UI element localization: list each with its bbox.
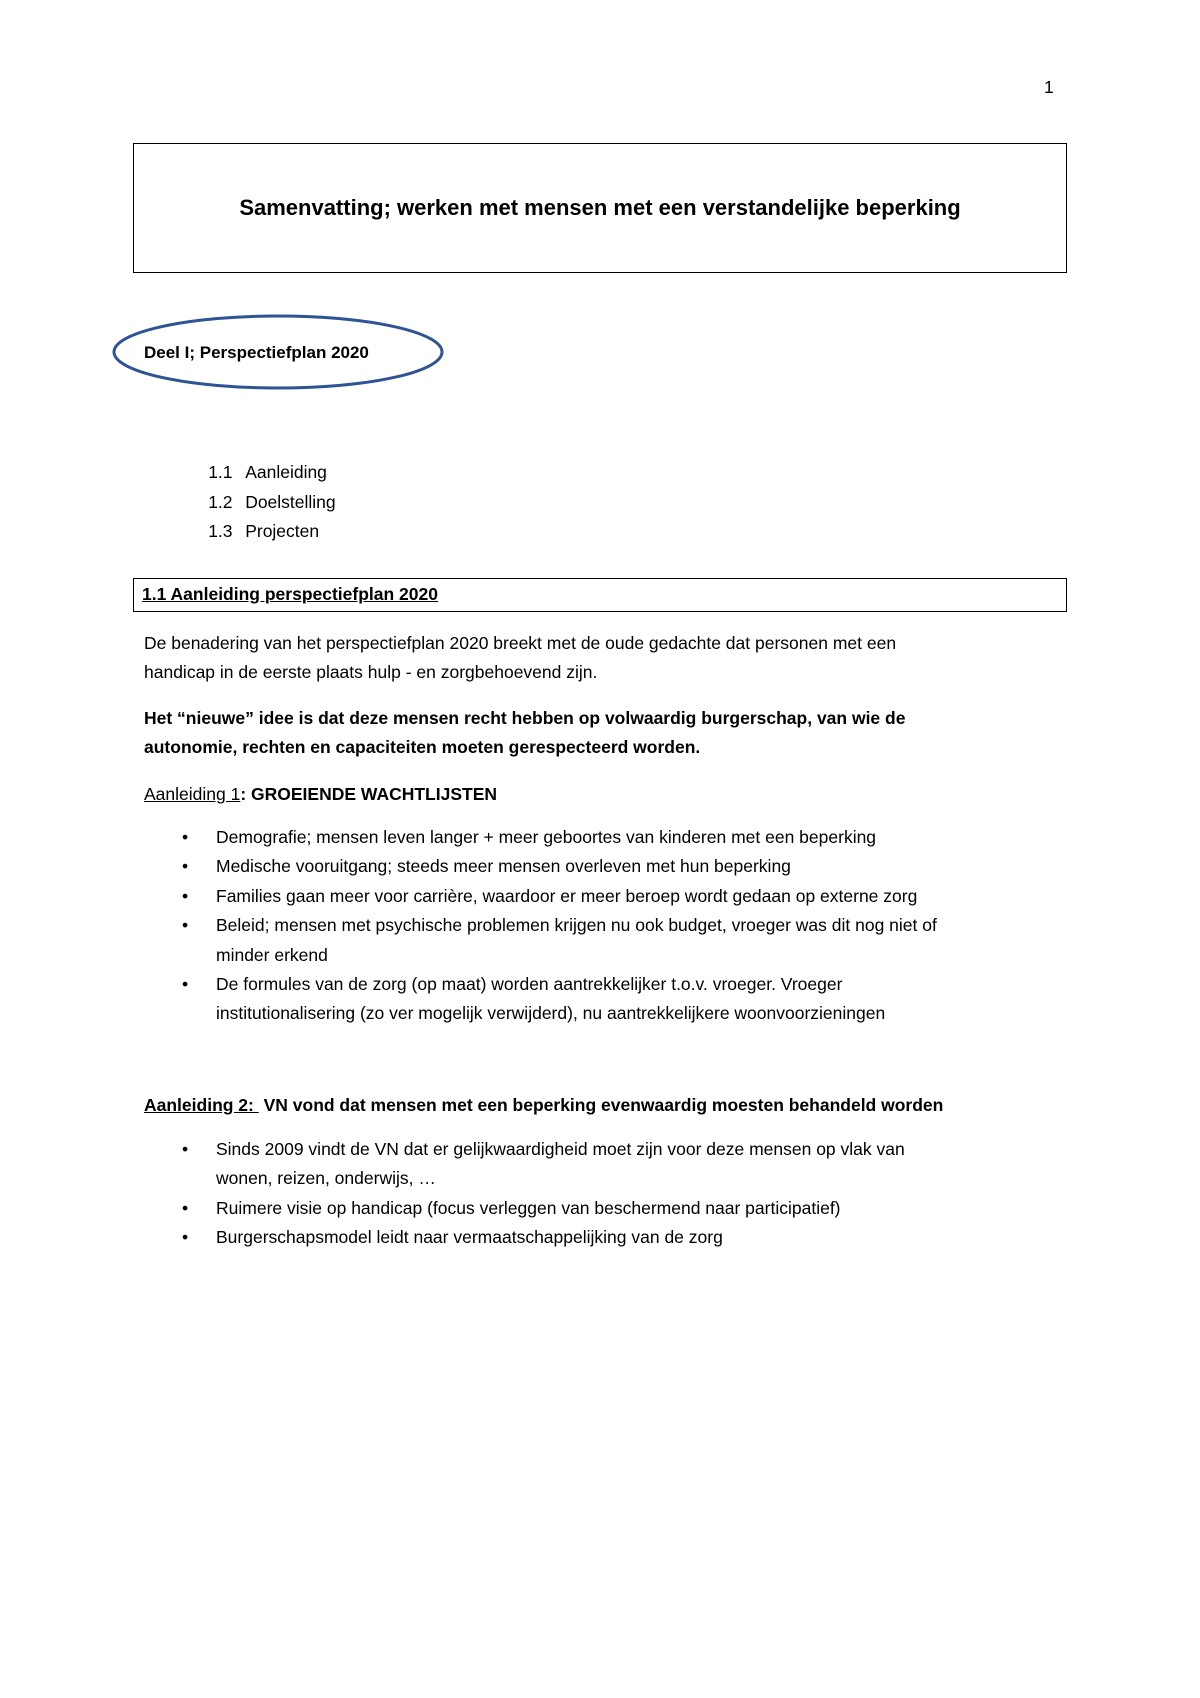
bullet-icon: • (182, 885, 189, 906)
list-item-text: Families gaan meer voor carrière, waardoor er meer beroep wordt gedaan op externe zorg (216, 885, 918, 906)
toc-item (179, 429, 336, 483)
toc-item-label: Projecten (245, 521, 320, 542)
reason-1-label: Aanleiding 1 (144, 784, 241, 804)
paragraph-line: De benadering van het perspectiefplan 2020 breekt met de oude gedachte dat personen met een (144, 633, 897, 653)
list-item (144, 911, 937, 970)
list-item-text: minder erkend (216, 944, 328, 965)
bullet-icon: • (182, 915, 189, 936)
reason-1-title: : GROEIENDE WACHTLIJSTEN (240, 784, 498, 804)
emphasis-paragraph (144, 704, 905, 763)
part-heading: Deel I; Perspectiefplan 2020 (144, 343, 369, 362)
list-item-text: Ruimere visie op handicap (focus verleggen van beschermend naar participatief) (216, 1197, 841, 1218)
table-of-contents (179, 429, 336, 542)
bullet-icon: • (182, 827, 189, 847)
reason-2-title: VN vond dat mensen met een beperking evenwaardig moesten behandeld worden (258, 1095, 944, 1115)
toc-item-label: Aanleiding (245, 462, 327, 483)
list-item (144, 823, 937, 852)
document-title: Samenvatting; werken met mensen met een verstandelijke beperking (239, 195, 961, 220)
toc-item-number: 1.2 (208, 491, 233, 512)
list-item (144, 882, 937, 911)
bullet-icon: • (182, 1227, 189, 1248)
toc-item-label: Doelstelling (245, 491, 336, 512)
list-item (144, 852, 937, 881)
reason-2-label: Aanleiding 2: (144, 1095, 259, 1115)
toc-item-number: 1.3 (208, 521, 233, 542)
reason-1-bullet-list (144, 823, 937, 1029)
reason-2-heading (144, 1091, 943, 1120)
list-item-text: Beleid; mensen met psychische problemen krijgen nu ook budget, vroeger was dit nog niet of (216, 915, 937, 936)
list-item (144, 970, 937, 1029)
section-heading: 1.1 Aanleiding perspectiefplan 2020 (133, 578, 1067, 612)
bullet-icon: • (182, 973, 189, 994)
reason-2-bullet-list (144, 1135, 905, 1253)
list-item-text: De formules van de zorg (op maat) worden aantrekkelijker t.o.v. vroeger. Vroeger (216, 973, 843, 994)
paragraph-line: autonomie, rechten en capaciteiten moeten gerespecteerd worden. (144, 737, 701, 758)
list-item (144, 1223, 905, 1252)
list-item-text: Medische vooruitgang; steeds meer mensen overleven met hun beperking (216, 856, 791, 877)
paragraph-line: Het “nieuwe” idee is dat deze mensen recht hebben op volwaardig burgerschap, van wie de (144, 708, 906, 728)
toc-item-number: 1.1 (208, 462, 233, 483)
reason-1-heading (144, 780, 497, 809)
list-item-text: Burgerschapsmodel leidt naar vermaatschappelijking van de zorg (216, 1227, 723, 1248)
bullet-icon: • (182, 856, 189, 877)
title-box (133, 143, 1067, 273)
list-item-text: institutionalisering (zo ver mogelijk verwijderd), nu aantrekkelijkere woonvoorzieningen (216, 1003, 886, 1024)
list-item-text: Demografie; mensen leven langer + meer geboortes van kinderen met een beperking (216, 827, 877, 847)
list-item (144, 1135, 905, 1194)
list-item (144, 1194, 905, 1223)
page-number: 1 (1044, 77, 1054, 97)
list-item-text: Sinds 2009 vindt de VN dat er gelijkwaardigheid moet zijn voor deze mensen op vlak van (216, 1139, 905, 1159)
paragraph-line: handicap in de eerste plaats hulp - en zorgbehoevend zijn. (144, 662, 598, 683)
bullet-icon: • (182, 1197, 189, 1218)
list-item-text: wonen, reizen, onderwijs, … (216, 1168, 436, 1189)
intro-paragraph (144, 629, 896, 688)
bullet-icon: • (182, 1139, 189, 1159)
